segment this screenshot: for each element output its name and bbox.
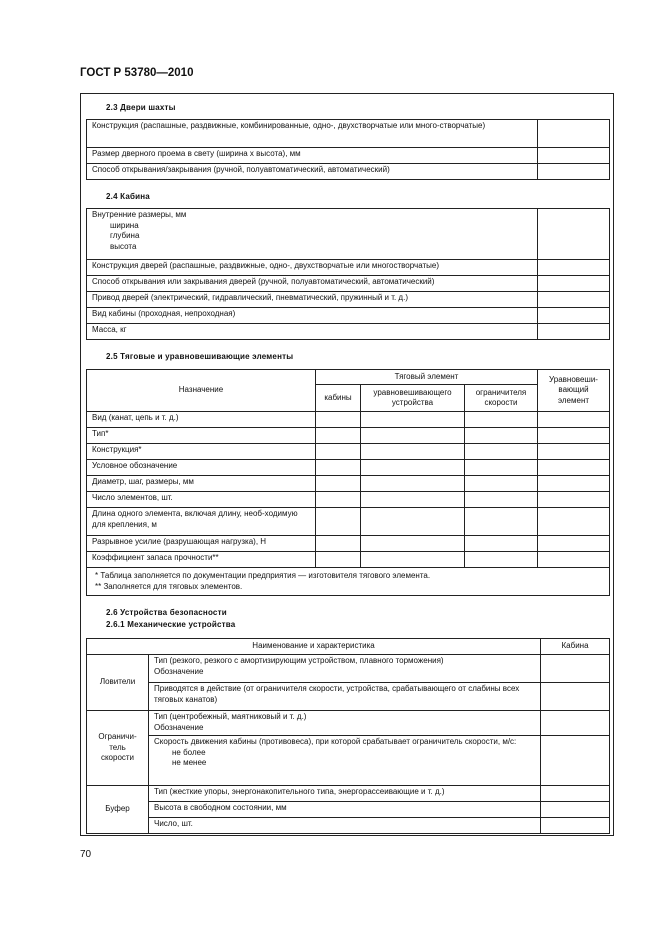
value-cell[interactable]: [541, 786, 610, 802]
table-row: [87, 802, 610, 818]
table-row: [87, 120, 610, 148]
table-row: [87, 818, 610, 834]
table-row: [87, 260, 610, 276]
value-cell[interactable]: [538, 120, 610, 148]
limiter-designation-label: Обозначение: [154, 722, 204, 732]
value-cell[interactable]: [538, 209, 610, 260]
group-catchers: Ловители: [87, 655, 149, 711]
row-label: Коэффициент запаса прочности**: [87, 552, 316, 568]
col-balance-header: Уравновеши-вающий элемент: [538, 370, 610, 412]
footnotes: [87, 568, 610, 596]
row-label: [149, 736, 541, 786]
value-cell[interactable]: [316, 428, 361, 444]
cabin-table: [86, 208, 610, 340]
dim-depth: глубина: [110, 231, 140, 240]
trip-speed-max-label: не более: [172, 747, 206, 757]
value-cell[interactable]: [538, 552, 610, 568]
group-buffer: Буфер: [87, 786, 149, 834]
table-header-row: [87, 639, 610, 655]
value-cell[interactable]: [465, 460, 538, 476]
value-cell[interactable]: [361, 412, 465, 428]
value-cell[interactable]: [465, 476, 538, 492]
value-cell[interactable]: [361, 476, 465, 492]
value-cell[interactable]: [538, 324, 610, 340]
value-cell[interactable]: [541, 736, 610, 786]
value-cell[interactable]: [361, 428, 465, 444]
document-header: ГОСТ Р 53780—2010: [80, 67, 194, 79]
row-label: Способ открывания или закрывания дверей (ручной, полуавтоматический, автоматический): [87, 276, 538, 292]
row-label: Высота в свободном состоянии, мм: [149, 802, 541, 818]
table-row: [87, 508, 610, 536]
table-row: [87, 292, 610, 308]
row-label: Вид кабины (проходная, непроходная): [87, 308, 538, 324]
row-label: Конструкция дверей (распашные, раздвижные, одно-, двухстворчатые или многостворчатые): [87, 260, 538, 276]
value-cell[interactable]: [361, 444, 465, 460]
row-label: Разрывное усилие (разрушающая нагрузка), Н: [87, 536, 316, 552]
table-row: [87, 736, 610, 786]
value-cell[interactable]: [538, 148, 610, 164]
table-row: [87, 460, 610, 476]
value-cell[interactable]: [541, 711, 610, 736]
row-label: Привод дверей (электрический, гидравлический, пневматический, пружинный и т. д.): [87, 292, 538, 308]
value-cell[interactable]: [538, 260, 610, 276]
row-label: [87, 209, 538, 260]
value-cell[interactable]: [541, 802, 610, 818]
col-counter-header: уравновешивающего устройства: [361, 385, 465, 412]
traction-elements-table: [86, 369, 610, 596]
value-cell[interactable]: [538, 508, 610, 536]
value-cell[interactable]: [538, 536, 610, 552]
value-cell[interactable]: [316, 552, 361, 568]
row-label: Способ открывания/закрывания (ручной, полуавтоматический, автоматический): [87, 164, 538, 180]
value-cell[interactable]: [316, 492, 361, 508]
value-cell[interactable]: [465, 536, 538, 552]
table-header-row: [87, 370, 610, 385]
table-row: [87, 536, 610, 552]
trip-speed-label: Скорость движения кабины (противовеса), при которой срабатывает ограничитель скорости, м/с:: [154, 737, 517, 746]
section-2-6-1-title: 2.6.1 Механические устройства: [106, 620, 236, 629]
row-label: Размер дверного проема в свету (ширина х высота), мм: [87, 148, 538, 164]
table-row: [87, 655, 610, 683]
value-cell[interactable]: [538, 164, 610, 180]
row-label: Диаметр, шаг, размеры, мм: [87, 476, 316, 492]
table-row: [87, 164, 610, 180]
catcher-designation-label: Обозначение: [154, 666, 204, 676]
row-label: Число элементов, шт.: [87, 492, 316, 508]
section-2-6-title: 2.6 Устройства безопасности: [106, 608, 227, 617]
table-row: [87, 786, 610, 802]
value-cell[interactable]: [541, 683, 610, 711]
value-cell[interactable]: [538, 308, 610, 324]
col-cabin-header: Кабина: [541, 639, 610, 655]
value-cell[interactable]: [316, 412, 361, 428]
row-label: Тип*: [87, 428, 316, 444]
value-cell[interactable]: [538, 460, 610, 476]
row-label: Конструкция*: [87, 444, 316, 460]
value-cell[interactable]: [361, 536, 465, 552]
row-label: Тип (жесткие упоры, энергонакопительного типа, энергорассеивающие и т. д.): [149, 786, 541, 802]
table-row: [87, 683, 610, 711]
value-cell[interactable]: [538, 428, 610, 444]
section-2-4-title: 2.4 Кабина: [106, 192, 150, 201]
table-row: [87, 492, 610, 508]
value-cell[interactable]: [316, 444, 361, 460]
table-row: [87, 476, 610, 492]
table-row: [87, 444, 610, 460]
table-row: [87, 148, 610, 164]
value-cell[interactable]: [465, 428, 538, 444]
value-cell[interactable]: [465, 492, 538, 508]
value-cell[interactable]: [316, 476, 361, 492]
page-number: 70: [80, 849, 92, 860]
value-cell[interactable]: [538, 492, 610, 508]
group-speed-limiter: Ограничи-тель скорости: [87, 711, 149, 786]
value-cell[interactable]: [361, 492, 465, 508]
col-group-header: Тяговый элемент: [316, 370, 538, 385]
section-2-3-title: 2.3 Двери шахты: [106, 103, 176, 112]
col-name-header: Наименование и характеристика: [87, 639, 541, 655]
section-2-5-title: 2.5 Тяговые и уравновешивающие элементы: [106, 352, 294, 361]
row-label: Масса, кг: [87, 324, 538, 340]
row-label: Конструкция (распашные, раздвижные, комбинированные, одно-, двухстворчатые или много-створчатые): [87, 120, 538, 148]
value-cell[interactable]: [316, 460, 361, 476]
value-cell[interactable]: [361, 508, 465, 536]
value-cell[interactable]: [465, 412, 538, 428]
row-label: Вид (канат, цепь и т. д.): [87, 412, 316, 428]
value-cell[interactable]: [465, 444, 538, 460]
table-row: [87, 324, 610, 340]
catcher-type-label: Тип (резкого, резкого с амортизирующим устройством, плавного торможения): [154, 656, 444, 665]
col-cabin-header: кабины: [316, 385, 361, 412]
table-row: [87, 552, 610, 568]
row-label: Число, шт.: [149, 818, 541, 834]
value-cell[interactable]: [465, 552, 538, 568]
limiter-type-label: Тип (центробежный, маятниковый и т. д.): [154, 712, 307, 721]
row-label: [149, 711, 541, 736]
table-row: [87, 209, 610, 260]
value-cell[interactable]: [538, 276, 610, 292]
table-row: [87, 428, 610, 444]
dims-title: Внутренние размеры, мм: [92, 210, 187, 219]
value-cell[interactable]: [361, 552, 465, 568]
value-cell[interactable]: [538, 412, 610, 428]
row-label: Длина одного элемента, включая длину, необ-ходимую для крепления, м: [87, 508, 316, 536]
value-cell[interactable]: [538, 476, 610, 492]
trip-speed-min-label: не менее: [172, 758, 207, 767]
value-cell[interactable]: [541, 655, 610, 683]
table-row: [87, 412, 610, 428]
value-cell[interactable]: [541, 818, 610, 834]
dim-width: ширина: [110, 220, 139, 230]
row-label: Приводятся в действие (от ограничителя скорости, устройства, срабатывающего от слабины всех тяговых канатов): [149, 683, 541, 711]
safety-devices-table: [86, 638, 610, 834]
value-cell[interactable]: [465, 508, 538, 536]
col-purpose-header: Назначение: [87, 370, 316, 412]
shaft-doors-table: [86, 119, 610, 180]
value-cell[interactable]: [538, 292, 610, 308]
value-cell[interactable]: [316, 536, 361, 552]
table-row: [87, 276, 610, 292]
table-footnote-row: [87, 568, 610, 596]
footnote-1: * Таблица заполняется по документации предприятия — изготовителя тягового элемента.: [95, 571, 431, 580]
col-limiter-header: ограничителя скорости: [465, 385, 538, 412]
dim-height: высота: [110, 241, 137, 251]
value-cell[interactable]: [538, 444, 610, 460]
footnote-2: ** Заполняется для тяговых элементов.: [95, 581, 243, 591]
table-row: [87, 711, 610, 736]
value-cell[interactable]: [316, 508, 361, 536]
row-label: Условное обозначение: [87, 460, 316, 476]
row-label: [149, 655, 541, 683]
value-cell[interactable]: [361, 460, 465, 476]
table-row: [87, 308, 610, 324]
